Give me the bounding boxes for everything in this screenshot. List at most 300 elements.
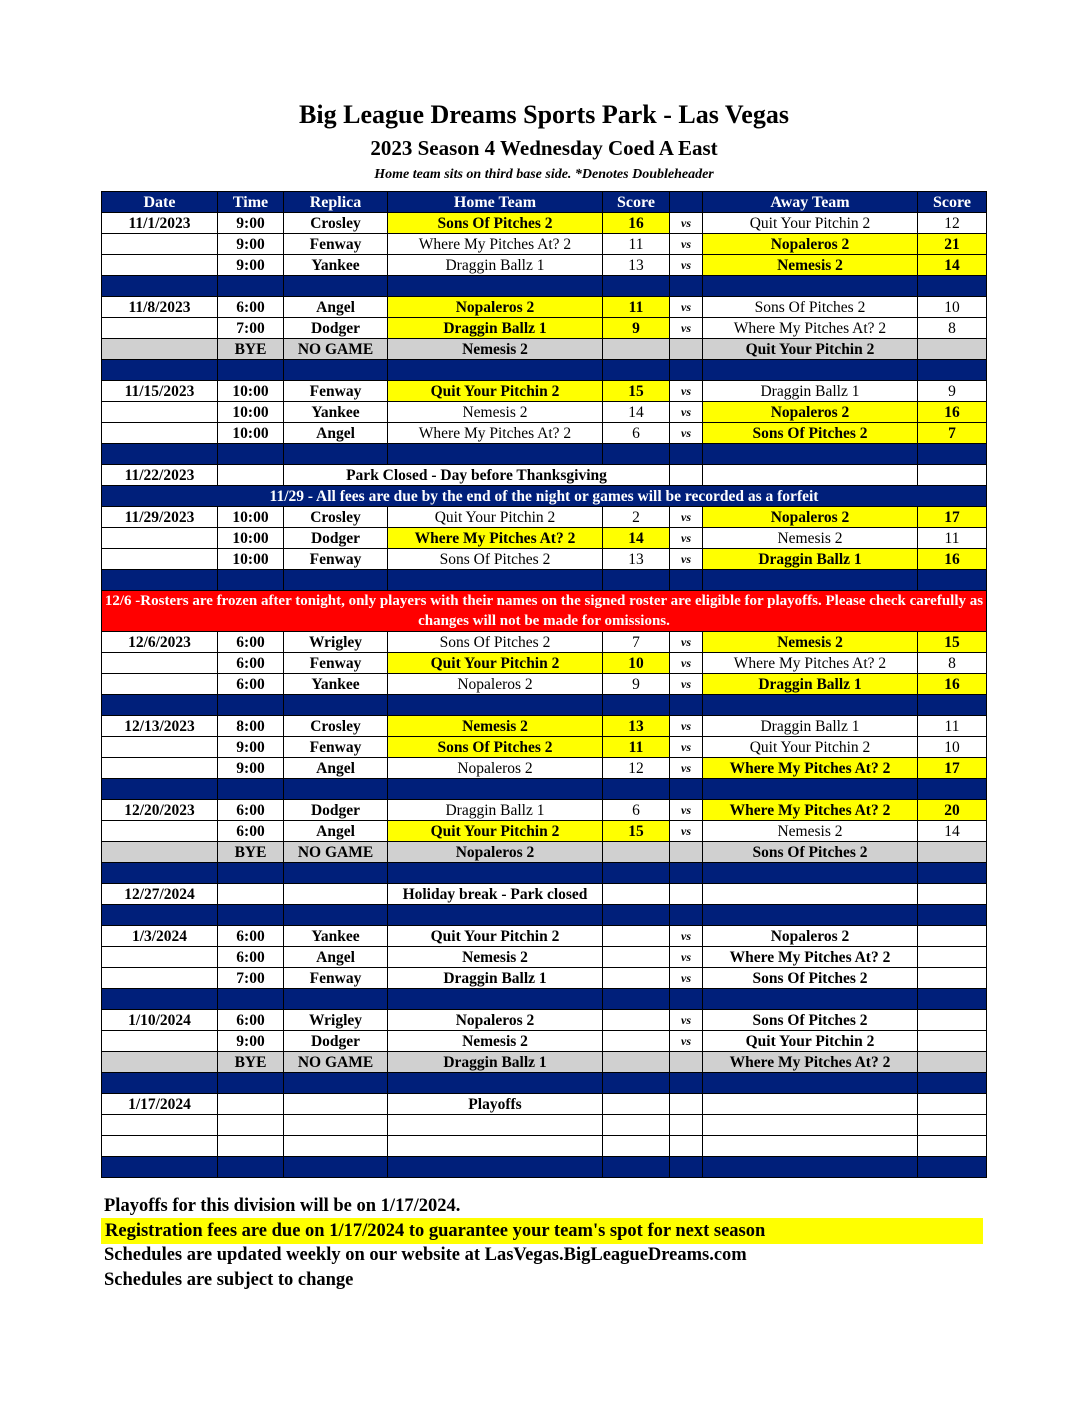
home-team-cell: Draggin Ballz 1 bbox=[388, 968, 603, 989]
separator-cell bbox=[703, 863, 918, 884]
separator-cell bbox=[388, 989, 603, 1010]
away-team-cell: Sons Of Pitches 2 bbox=[703, 968, 918, 989]
separator-cell bbox=[102, 905, 218, 926]
separator-cell bbox=[218, 779, 284, 800]
replica-field-cell: NO GAME bbox=[284, 339, 388, 360]
vs-cell: vs bbox=[670, 800, 703, 821]
date-cell: 12/6/2023 bbox=[102, 632, 218, 653]
separator-cell bbox=[603, 360, 670, 381]
separator-cell bbox=[918, 779, 987, 800]
vs-cell: vs bbox=[670, 632, 703, 653]
empty-cell bbox=[218, 1115, 284, 1136]
home-score-cell bbox=[603, 947, 670, 968]
date-cell bbox=[102, 423, 218, 444]
separator-cell bbox=[670, 444, 703, 465]
separator-cell bbox=[218, 570, 284, 591]
home-score-cell: 9 bbox=[603, 318, 670, 339]
time-cell: 9:00 bbox=[218, 1031, 284, 1052]
away-score-cell: 20 bbox=[918, 800, 987, 821]
game-row bbox=[102, 632, 987, 653]
time-cell: BYE bbox=[218, 339, 284, 360]
away-team-cell: Sons Of Pitches 2 bbox=[703, 842, 918, 863]
separator-cell bbox=[284, 779, 388, 800]
separator-cell bbox=[603, 1073, 670, 1094]
separator-cell bbox=[388, 360, 603, 381]
separator-cell bbox=[670, 905, 703, 926]
away-team-cell: Nemesis 2 bbox=[703, 821, 918, 842]
home-team-cell: Where My Pitches At? 2 bbox=[388, 528, 603, 549]
game-row bbox=[102, 318, 987, 339]
fees-notice-text: 11/29 - All fees are due by the end of the night or games will be recorded as a forfeit bbox=[102, 486, 987, 507]
separator-cell bbox=[218, 360, 284, 381]
time-cell: 6:00 bbox=[218, 632, 284, 653]
away-score-cell: 11 bbox=[918, 528, 987, 549]
vs-cell: vs bbox=[670, 758, 703, 779]
separator-cell bbox=[703, 905, 918, 926]
time-cell: 9:00 bbox=[218, 255, 284, 276]
date-cell: 1/10/2024 bbox=[102, 1010, 218, 1031]
time-cell: 10:00 bbox=[218, 423, 284, 444]
home-team-cell: Nopaleros 2 bbox=[388, 758, 603, 779]
separator-cell bbox=[918, 276, 987, 297]
time-cell: 9:00 bbox=[218, 234, 284, 255]
home-score-cell bbox=[603, 884, 670, 905]
home-score-cell bbox=[603, 339, 670, 360]
home-team-cell: Quit Your Pitchin 2 bbox=[388, 653, 603, 674]
vs-cell: vs bbox=[670, 297, 703, 318]
away-team-cell: Nemesis 2 bbox=[703, 528, 918, 549]
vs-cell: vs bbox=[670, 234, 703, 255]
time-cell: 6:00 bbox=[218, 926, 284, 947]
separator-cell bbox=[703, 989, 918, 1010]
separator-cell bbox=[388, 570, 603, 591]
away-score-cell: 16 bbox=[918, 549, 987, 570]
separator-cell bbox=[388, 905, 603, 926]
empty-cell bbox=[670, 1136, 703, 1157]
vs-cell bbox=[670, 1094, 703, 1115]
separator-cell bbox=[670, 276, 703, 297]
separator-cell bbox=[388, 779, 603, 800]
home-team-cell: Where My Pitches At? 2 bbox=[388, 423, 603, 444]
replica-field-cell: Fenway bbox=[284, 549, 388, 570]
away-score-cell: 7 bbox=[918, 423, 987, 444]
time-cell: 10:00 bbox=[218, 549, 284, 570]
separator-cell bbox=[670, 1073, 703, 1094]
home-team-cell: Draggin Ballz 1 bbox=[388, 318, 603, 339]
home-score-cell: 7 bbox=[603, 632, 670, 653]
game-row bbox=[102, 737, 987, 758]
separator-cell bbox=[102, 1157, 218, 1178]
separator-cell bbox=[703, 570, 918, 591]
away-team-cell: Nopaleros 2 bbox=[703, 402, 918, 423]
park-closed-text: Park Closed - Day before Thanksgiving bbox=[284, 465, 670, 486]
game-row bbox=[102, 716, 987, 737]
separator-cell bbox=[284, 1073, 388, 1094]
empty-cell bbox=[388, 1136, 603, 1157]
footer-change-note: Schedules are subject to change bbox=[104, 1270, 354, 1290]
game-row bbox=[102, 674, 987, 695]
date-cell bbox=[102, 968, 218, 989]
separator-cell bbox=[603, 989, 670, 1010]
separator-cell bbox=[218, 905, 284, 926]
replica-cell bbox=[284, 1094, 388, 1115]
replica-field-cell: Crosley bbox=[284, 507, 388, 528]
empty-cell bbox=[703, 1136, 918, 1157]
replica-field-cell: Angel bbox=[284, 947, 388, 968]
game-row bbox=[102, 926, 987, 947]
separator-row bbox=[102, 779, 987, 800]
home-team-cell: Nopaleros 2 bbox=[388, 297, 603, 318]
separator-cell bbox=[102, 989, 218, 1010]
footer-website-note: Schedules are updated weekly on our website at LasVegas.BigLeagueDreams.com bbox=[104, 1245, 747, 1265]
away-team-cell: Sons Of Pitches 2 bbox=[703, 297, 918, 318]
replica-field-cell: Angel bbox=[284, 821, 388, 842]
away-team-cell: Nemesis 2 bbox=[703, 632, 918, 653]
empty-row bbox=[102, 1115, 987, 1136]
away-score-cell: 10 bbox=[918, 297, 987, 318]
empty-cell bbox=[603, 1115, 670, 1136]
home-score-cell: 11 bbox=[603, 234, 670, 255]
replica-field-cell: Wrigley bbox=[284, 632, 388, 653]
replica-field-cell: Wrigley bbox=[284, 1010, 388, 1031]
home-score-cell bbox=[603, 1094, 670, 1115]
away-team-cell: Where My Pitches At? 2 bbox=[703, 947, 918, 968]
separator-cell bbox=[670, 360, 703, 381]
time-cell: 7:00 bbox=[218, 318, 284, 339]
column-header-home-score: Score bbox=[603, 192, 670, 213]
separator-cell bbox=[703, 1073, 918, 1094]
footer-playoffs-note: Playoffs for this division will be on 1/17/2024. bbox=[104, 1196, 461, 1216]
game-row bbox=[102, 423, 987, 444]
time-cell: 10:00 bbox=[218, 402, 284, 423]
separator-cell bbox=[218, 444, 284, 465]
separator-cell bbox=[218, 863, 284, 884]
separator-cell bbox=[918, 905, 987, 926]
home-score-cell: 14 bbox=[603, 402, 670, 423]
separator-cell bbox=[603, 695, 670, 716]
separator-cell bbox=[284, 1157, 388, 1178]
vs-cell: vs bbox=[670, 737, 703, 758]
separator-cell bbox=[218, 276, 284, 297]
away-score-cell: 9 bbox=[918, 381, 987, 402]
home-team-cell: Nopaleros 2 bbox=[388, 1010, 603, 1031]
replica-field-cell: NO GAME bbox=[284, 1052, 388, 1073]
footer-registration-note: Registration fees are due on 1/17/2024 to guarantee your team's spot for next season bbox=[101, 1218, 983, 1244]
time-cell: 10:00 bbox=[218, 528, 284, 549]
game-row bbox=[102, 297, 987, 318]
table-header-row bbox=[102, 192, 987, 213]
away-score-cell: 12 bbox=[918, 213, 987, 234]
vs-cell: vs bbox=[670, 716, 703, 737]
game-row bbox=[102, 1010, 987, 1031]
time-cell bbox=[218, 1094, 284, 1115]
vs-cell: vs bbox=[670, 1031, 703, 1052]
home-score-cell bbox=[603, 1010, 670, 1031]
date-cell: 11/22/2023 bbox=[102, 465, 218, 486]
game-row bbox=[102, 549, 987, 570]
home-score-cell bbox=[603, 968, 670, 989]
schedule-table bbox=[101, 191, 987, 1178]
vs-cell bbox=[670, 842, 703, 863]
home-team-cell: Quit Your Pitchin 2 bbox=[388, 507, 603, 528]
away-score-cell bbox=[918, 1052, 987, 1073]
vs-cell: vs bbox=[670, 402, 703, 423]
game-row bbox=[102, 653, 987, 674]
replica-field-cell: Yankee bbox=[284, 255, 388, 276]
separator-row bbox=[102, 695, 987, 716]
home-team-cell: Draggin Ballz 1 bbox=[388, 1052, 603, 1073]
date-cell bbox=[102, 402, 218, 423]
separator-cell bbox=[703, 444, 918, 465]
separator-cell bbox=[284, 905, 388, 926]
separator-cell bbox=[603, 444, 670, 465]
empty-cell bbox=[918, 1136, 987, 1157]
bye-row bbox=[102, 842, 987, 863]
empty-cell bbox=[284, 1136, 388, 1157]
away-team-cell: Sons Of Pitches 2 bbox=[703, 1010, 918, 1031]
separator-cell bbox=[918, 1073, 987, 1094]
vs-cell: vs bbox=[670, 423, 703, 444]
home-team-cell: Sons Of Pitches 2 bbox=[388, 213, 603, 234]
park-closed-row bbox=[102, 465, 987, 486]
away-team-cell: Where My Pitches At? 2 bbox=[703, 800, 918, 821]
vs-cell: vs bbox=[670, 926, 703, 947]
away-team-cell: Nopaleros 2 bbox=[703, 507, 918, 528]
away-team-cell: Draggin Ballz 1 bbox=[703, 381, 918, 402]
away-score-cell bbox=[918, 926, 987, 947]
date-cell: 12/20/2023 bbox=[102, 800, 218, 821]
game-row bbox=[102, 255, 987, 276]
separator-row bbox=[102, 1157, 987, 1178]
away-team-cell: Draggin Ballz 1 bbox=[703, 549, 918, 570]
away-score-cell bbox=[918, 968, 987, 989]
replica-field-cell: Fenway bbox=[284, 653, 388, 674]
separator-cell bbox=[388, 695, 603, 716]
date-cell: 12/13/2023 bbox=[102, 716, 218, 737]
date-cell: 11/29/2023 bbox=[102, 507, 218, 528]
time-cell bbox=[218, 884, 284, 905]
separator-cell bbox=[284, 695, 388, 716]
date-cell bbox=[102, 528, 218, 549]
game-row bbox=[102, 381, 987, 402]
separator-cell bbox=[102, 779, 218, 800]
separator-cell bbox=[603, 779, 670, 800]
separator-cell bbox=[102, 695, 218, 716]
home-team-cell: Nemesis 2 bbox=[388, 402, 603, 423]
separator-cell bbox=[284, 276, 388, 297]
column-header-date: Date bbox=[102, 192, 218, 213]
separator-cell bbox=[603, 276, 670, 297]
column-header-time: Time bbox=[218, 192, 284, 213]
fees-notice-row bbox=[102, 486, 987, 507]
home-score-cell bbox=[603, 842, 670, 863]
away-team-cell: Nopaleros 2 bbox=[703, 926, 918, 947]
away-score-cell: 16 bbox=[918, 674, 987, 695]
date-cell bbox=[102, 947, 218, 968]
event-text: Playoffs bbox=[388, 1094, 603, 1115]
separator-cell bbox=[670, 570, 703, 591]
vs-cell: vs bbox=[670, 821, 703, 842]
game-row bbox=[102, 758, 987, 779]
separator-cell bbox=[284, 444, 388, 465]
separator-cell bbox=[670, 779, 703, 800]
separator-cell bbox=[102, 444, 218, 465]
home-team-cell: Nopaleros 2 bbox=[388, 674, 603, 695]
away-team-cell bbox=[703, 884, 918, 905]
time-cell: BYE bbox=[218, 842, 284, 863]
separator-cell bbox=[388, 1073, 603, 1094]
empty-cell bbox=[102, 1136, 218, 1157]
away-score-cell bbox=[918, 884, 987, 905]
separator-cell bbox=[603, 863, 670, 884]
home-team-cell: Quit Your Pitchin 2 bbox=[388, 381, 603, 402]
home-team-cell: Nemesis 2 bbox=[388, 339, 603, 360]
away-score-cell: 8 bbox=[918, 653, 987, 674]
separator-row bbox=[102, 444, 987, 465]
separator-cell bbox=[603, 1157, 670, 1178]
away-score-cell: 8 bbox=[918, 318, 987, 339]
separator-cell bbox=[703, 1157, 918, 1178]
empty-cell bbox=[918, 1115, 987, 1136]
home-score-cell bbox=[603, 1031, 670, 1052]
home-score-cell: 6 bbox=[603, 800, 670, 821]
away-score-cell bbox=[918, 1010, 987, 1031]
separator-cell bbox=[603, 570, 670, 591]
away-team-cell: Quit Your Pitchin 2 bbox=[703, 737, 918, 758]
separator-cell bbox=[670, 989, 703, 1010]
away-score-cell: 10 bbox=[918, 737, 987, 758]
vs-cell: vs bbox=[670, 1010, 703, 1031]
home-score-cell: 12 bbox=[603, 758, 670, 779]
empty-row bbox=[102, 1136, 987, 1157]
date-cell bbox=[102, 318, 218, 339]
away-team-cell bbox=[703, 465, 918, 486]
column-header-away-score: Score bbox=[918, 192, 987, 213]
time-cell: 6:00 bbox=[218, 1010, 284, 1031]
replica-cell bbox=[284, 884, 388, 905]
away-score-cell: 14 bbox=[918, 255, 987, 276]
vs-cell: vs bbox=[670, 653, 703, 674]
home-score-cell: 15 bbox=[603, 821, 670, 842]
replica-field-cell: Dodger bbox=[284, 800, 388, 821]
date-cell bbox=[102, 821, 218, 842]
away-team-cell: Nemesis 2 bbox=[703, 255, 918, 276]
replica-field-cell: Fenway bbox=[284, 968, 388, 989]
time-cell: 6:00 bbox=[218, 821, 284, 842]
vs-cell: vs bbox=[670, 255, 703, 276]
away-score-cell bbox=[918, 1094, 987, 1115]
separator-cell bbox=[918, 1157, 987, 1178]
home-team-cell: Sons Of Pitches 2 bbox=[388, 737, 603, 758]
replica-field-cell: Yankee bbox=[284, 402, 388, 423]
date-cell: 11/15/2023 bbox=[102, 381, 218, 402]
empty-cell bbox=[284, 1115, 388, 1136]
separator-cell bbox=[284, 570, 388, 591]
date-cell: 1/17/2024 bbox=[102, 1094, 218, 1115]
game-row bbox=[102, 800, 987, 821]
separator-row bbox=[102, 1073, 987, 1094]
date-cell bbox=[102, 339, 218, 360]
time-cell: 9:00 bbox=[218, 213, 284, 234]
date-cell bbox=[102, 737, 218, 758]
time-cell: 9:00 bbox=[218, 737, 284, 758]
replica-field-cell: Yankee bbox=[284, 926, 388, 947]
separator-row bbox=[102, 570, 987, 591]
replica-field-cell: Angel bbox=[284, 423, 388, 444]
game-row bbox=[102, 234, 987, 255]
separator-cell bbox=[703, 779, 918, 800]
separator-row bbox=[102, 276, 987, 297]
separator-row bbox=[102, 989, 987, 1010]
separator-cell bbox=[218, 1157, 284, 1178]
date-cell bbox=[102, 255, 218, 276]
replica-field-cell: Dodger bbox=[284, 1031, 388, 1052]
date-cell bbox=[102, 674, 218, 695]
time-cell: 8:00 bbox=[218, 716, 284, 737]
home-score-cell: 2 bbox=[603, 507, 670, 528]
vs-cell bbox=[670, 884, 703, 905]
game-row bbox=[102, 402, 987, 423]
home-team-cell: Draggin Ballz 1 bbox=[388, 800, 603, 821]
time-cell: 6:00 bbox=[218, 674, 284, 695]
replica-field-cell: Crosley bbox=[284, 716, 388, 737]
vs-cell: vs bbox=[670, 507, 703, 528]
away-score-cell: 11 bbox=[918, 716, 987, 737]
away-team-cell: Quit Your Pitchin 2 bbox=[703, 1031, 918, 1052]
vs-cell bbox=[670, 465, 703, 486]
separator-cell bbox=[284, 863, 388, 884]
home-score-cell bbox=[603, 926, 670, 947]
home-score-cell: 16 bbox=[603, 213, 670, 234]
game-row bbox=[102, 528, 987, 549]
away-score-cell bbox=[918, 339, 987, 360]
separator-cell bbox=[218, 989, 284, 1010]
separator-row bbox=[102, 360, 987, 381]
separator-cell bbox=[388, 276, 603, 297]
separator-cell bbox=[102, 1073, 218, 1094]
away-team-cell: Where My Pitches At? 2 bbox=[703, 1052, 918, 1073]
separator-cell bbox=[670, 863, 703, 884]
empty-cell bbox=[388, 1115, 603, 1136]
replica-field-cell: Dodger bbox=[284, 318, 388, 339]
separator-cell bbox=[102, 863, 218, 884]
away-score-cell bbox=[918, 842, 987, 863]
replica-field-cell: Angel bbox=[284, 297, 388, 318]
home-score-cell: 13 bbox=[603, 549, 670, 570]
home-team-cell: Nemesis 2 bbox=[388, 716, 603, 737]
away-score-cell: 15 bbox=[918, 632, 987, 653]
game-row bbox=[102, 968, 987, 989]
separator-cell bbox=[388, 1157, 603, 1178]
separator-cell bbox=[703, 360, 918, 381]
home-score-cell: 10 bbox=[603, 653, 670, 674]
column-header-replica: Replica bbox=[284, 192, 388, 213]
home-score-cell: 6 bbox=[603, 423, 670, 444]
time-cell: 6:00 bbox=[218, 653, 284, 674]
date-cell bbox=[102, 758, 218, 779]
home-score-cell: 14 bbox=[603, 528, 670, 549]
separator-cell bbox=[102, 276, 218, 297]
game-row bbox=[102, 947, 987, 968]
away-score-cell bbox=[918, 1031, 987, 1052]
home-team-cell: Where My Pitches At? 2 bbox=[388, 234, 603, 255]
roster-alert-row bbox=[102, 591, 987, 632]
home-score-cell: 11 bbox=[603, 297, 670, 318]
home-team-cell: Draggin Ballz 1 bbox=[388, 255, 603, 276]
event-row bbox=[102, 1094, 987, 1115]
away-score-cell: 21 bbox=[918, 234, 987, 255]
away-score-cell: 17 bbox=[918, 758, 987, 779]
